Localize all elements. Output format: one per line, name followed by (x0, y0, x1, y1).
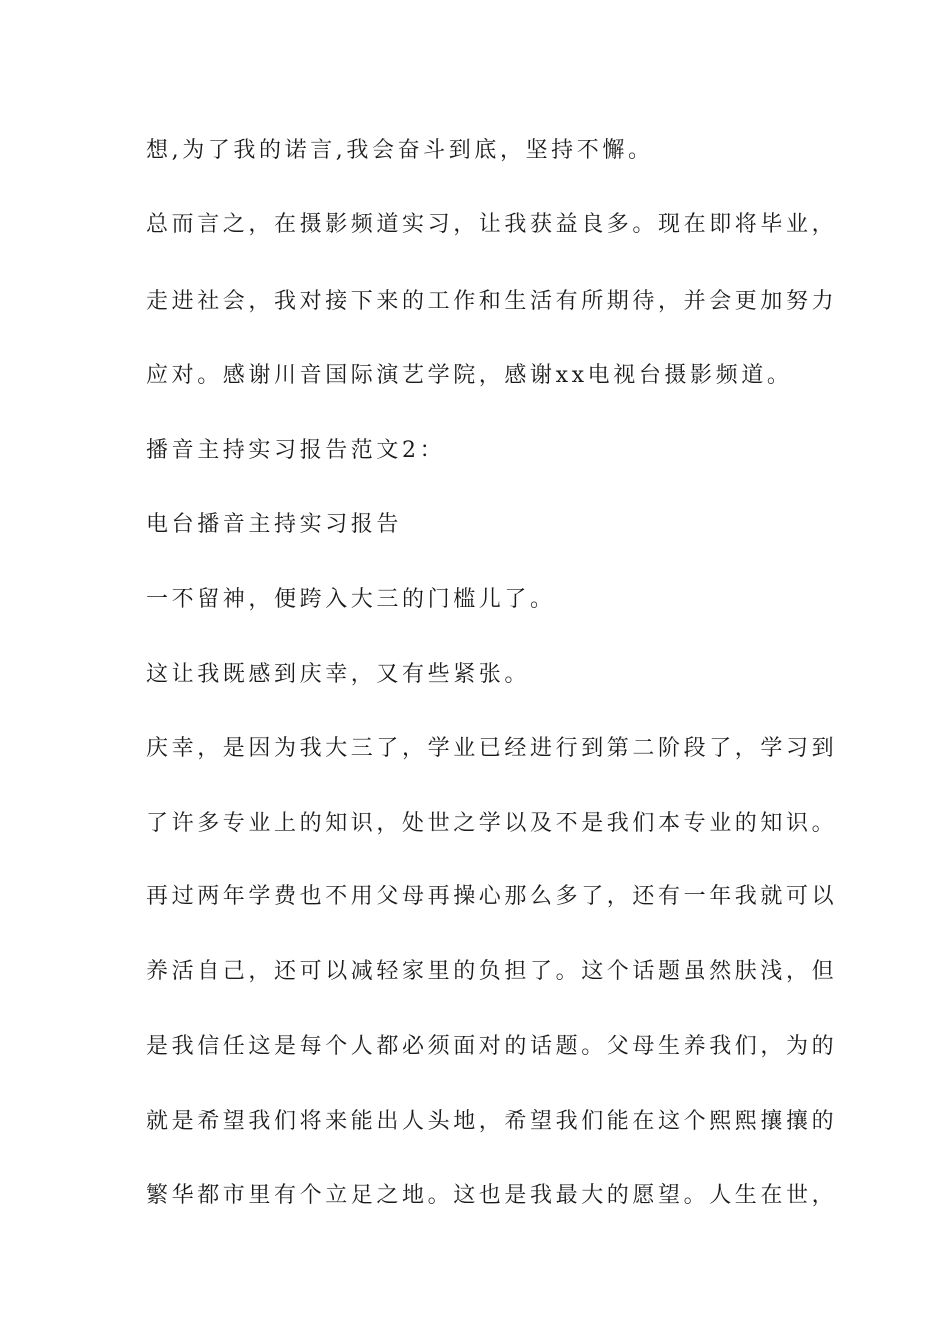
text-line: 是我信任这是每个人都必须面对的话题。父母生养我们，为的 (146, 1034, 838, 1059)
text-line: 一不留神，便跨入大三的门槛儿了。 (146, 587, 556, 612)
section-heading: 播音主持实习报告范文2： (146, 438, 446, 463)
text-line: 养活自己，还可以减轻家里的负担了。这个话题虽然肤浅，但 (146, 959, 838, 984)
text-line: 走进社会，我对接下来的工作和生活有所期待，并会更加努力 (146, 289, 838, 314)
text-line: 繁华都市里有个立足之地。这也是我最大的愿望。人生在世， (146, 1183, 838, 1208)
text-line: 应对。感谢川音国际演艺学院，感谢xx电视台摄影频道。 (146, 363, 793, 388)
text-line: 想,为了我的诺言,我会奋斗到底，坚持不懈。 (146, 138, 654, 163)
report-title: 电台播音主持实习报告 (146, 512, 403, 537)
text-line: 庆幸，是因为我大三了，学业已经进行到第二阶段了，学习到 (146, 736, 838, 761)
text-line: 就是希望我们将来能出人头地，希望我们能在这个熙熙攘攘的 (146, 1109, 838, 1134)
text-line: 再过两年学费也不用父母再操心那么多了，还有一年我就可以 (146, 884, 838, 909)
text-line: 这让我既感到庆幸，又有些紧张。 (146, 662, 531, 687)
text-line: 总而言之，在摄影频道实习，让我获益良多。现在即将毕业， (146, 212, 838, 237)
text-line: 了许多专业上的知识，处世之学以及不是我们本专业的知识。 (146, 811, 838, 836)
